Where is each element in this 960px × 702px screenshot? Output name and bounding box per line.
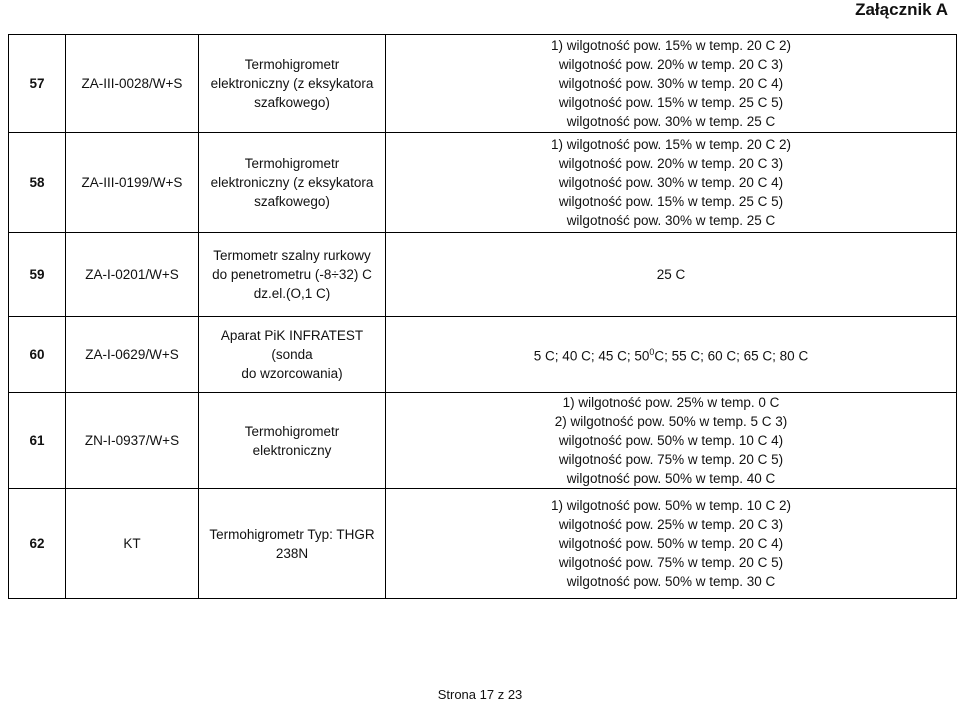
conditions — [386, 317, 957, 393]
conditions: 25 C — [386, 233, 957, 317]
device-id: ZN-I-0937/W+S — [66, 393, 199, 489]
row-number: 61 — [9, 393, 66, 489]
table-row — [9, 489, 957, 599]
page-number: Strona 17 z 23 — [437, 687, 523, 702]
device-name: Termohigrometr elektroniczny — [199, 393, 386, 489]
device-name: Termohigrometr elektroniczny (z eksykatora szafkowego) — [199, 133, 386, 233]
table-row — [9, 133, 957, 233]
row-number: 59 — [9, 233, 66, 317]
device-name: Aparat PiK INFRATEST (sonda do wzorcowania) — [199, 317, 386, 393]
row-number: 60 — [9, 317, 66, 393]
row-number: 62 — [9, 489, 66, 599]
device-id: ZA-I-0201/W+S — [66, 233, 199, 317]
conditions: 1) wilgotność pow. 15% w temp. 20 C 2) wilgotność pow. 20% w temp. 20 C 3) wilgotność pow. 30% w temp. 20 C 4) wilgotność pow. 15% w temp. 25 C 5) wilgotność pow. 30% w temp. 25 C — [386, 133, 957, 233]
row-number: 57 — [9, 35, 66, 133]
device-name: Termohigrometr Typ: THGR 238N — [199, 489, 386, 599]
device-name: Termometr szalny rurkowy do penetrometru (-8÷32) C dz.el.(O,1 C) — [199, 233, 386, 317]
table-row — [9, 233, 957, 317]
calibration-table — [8, 34, 957, 599]
conditions: 1) wilgotność pow. 25% w temp. 0 C 2) wilgotność pow. 50% w temp. 5 C 3) wilgotność pow. 50% w temp. 10 C 4) wilgotność pow. 75% w temp. 20 C 5) wilgotność pow. 50% w temp. 40 C — [386, 393, 957, 489]
conditions: 1) wilgotność pow. 50% w temp. 10 C 2) wilgotność pow. 25% w temp. 20 C 3) wilgotność pow. 50% w temp. 20 C 4) wilgotność pow. 75% w temp. 20 C 5) wilgotność pow. 50% w temp. 30 C — [386, 489, 957, 599]
device-name: Termohigrometr elektroniczny (z eksykatora szafkowego) — [199, 35, 386, 133]
device-id: KT — [66, 489, 199, 599]
table-row — [9, 393, 957, 489]
table-row — [9, 35, 957, 133]
annex-title: Załącznik A — [855, 0, 948, 19]
row-number: 58 — [9, 133, 66, 233]
device-id: ZA-III-0028/W+S — [66, 35, 199, 133]
conditions-part: 5 C; 40 C; 45 C; 50 — [533, 348, 650, 364]
table-row — [9, 317, 957, 393]
conditions-part: C; 55 C; 60 C; 65 C; 80 C — [654, 348, 809, 364]
device-id: ZA-I-0629/W+S — [66, 317, 199, 393]
conditions: 1) wilgotność pow. 15% w temp. 20 C 2) wilgotność pow. 20% w temp. 20 C 3) wilgotność pow. 30% w temp. 20 C 4) wilgotność pow. 15% w temp. 25 C 5) wilgotność pow. 30% w temp. 25 C — [386, 35, 957, 133]
device-id: ZA-III-0199/W+S — [66, 133, 199, 233]
superscript-zero: 0 — [649, 347, 655, 358]
